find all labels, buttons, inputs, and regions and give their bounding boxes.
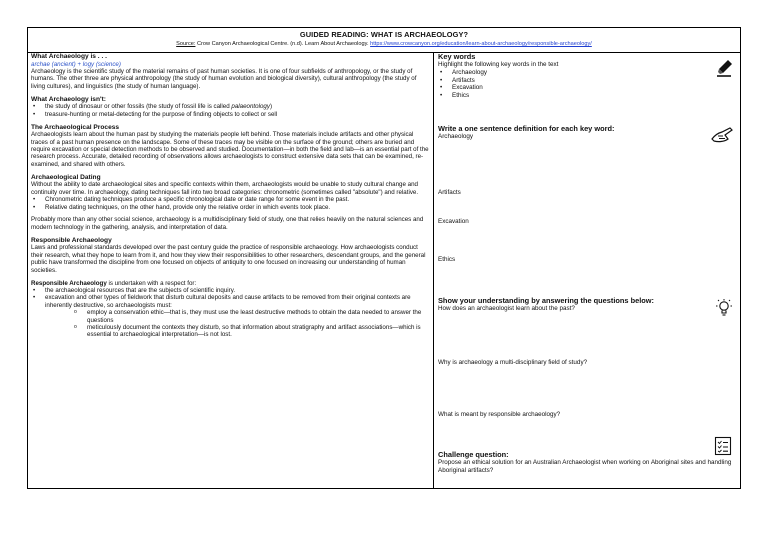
question-2: Why is archaeology a multi-disciplinary field of study? [438,359,588,366]
question-1: How does an archaeologist learn about the past? [438,305,575,313]
highlighter-icon [714,58,734,78]
keywords-heading: Key words [438,52,476,61]
keywords-section [438,53,736,99]
checklist-icon [714,436,732,456]
isnt-heading: What Archaeology isn't: [31,95,106,103]
questions-section [438,297,736,313]
dating-heading: Archaeological Dating [31,173,101,181]
respect-list [31,287,430,309]
lightbulb-icon [715,298,733,318]
process-heading: The Archaeological Process [31,123,120,131]
source-text: Crow Canyon Archaeological Centre. (n.d). Learn About Archaeology. [195,41,371,47]
multidisciplinary-body: Probably more than any other social science, archaeology is a multidisciplinary field of study, one that relies heavily on the natural sciences and modern technology in the gathering, analysis, and interpretation of data. [31,216,424,231]
keywords-instruction: Highlight the following key words in the text [438,61,559,69]
definition-term-block [438,256,736,264]
list-item: o meticulously document the contexts they disturb, so that information about stratigraphy and artifact associations—which is essential to archaeological interpretation—is not lost. [73,324,430,339]
what-is-heading: What Archaeology is . . . [31,53,107,60]
challenge-body: Propose an ethical solution for an Australian Archaeologist when working on Aboriginal sites and handling Aboriginal artifacts? [438,459,732,474]
writing-hand-icon [710,126,734,144]
dating-list [31,196,430,211]
source-label: Source: [176,41,196,47]
keyword-item: • Artifacts [438,77,736,85]
respect-sublist [31,309,430,339]
page-title: GUIDED READING: WHAT IS ARCHAEOLOGY? [299,30,469,39]
task-column [434,52,740,488]
reading-column [28,52,434,488]
worksheet-header [28,28,740,53]
list-item: o employ a conservation ethic—that is, they must use the least destructive methods to obtain the data needed to answer the questions [73,309,430,324]
list-item: • the archaeological resources that are the subjects of scientific inquiry. [31,287,430,294]
challenge-heading: Challenge question: [438,450,509,459]
worksheet [27,27,741,489]
question-3: What is meant by responsible archaeology? [438,411,561,418]
list-item: • Relative dating techniques, on the other hand, provide only the relative order in which events took place. [31,204,430,211]
responsible-body: Laws and professional standards developed over the past century guide the practice of responsible archaeology. How archaeologists conduct their research, what they hope to learn from it, and how they view their responsibilities to other researchers, descendant groups, and the general public have transformed the discipline from one focused on objects of antiquity to one focused on increasing our understanding of human societies. [31,244,426,274]
question-block [438,359,736,367]
definition-section [438,125,736,141]
definition-heading: Write a one sentence definition for each key word: [438,124,615,133]
list-item: • the study of dinosaur or other fossils (the study of fossil life is called palaeontology) [31,103,430,110]
source-line [28,41,740,47]
isnt-list [31,103,430,118]
what-is-body: Archaeology is the scientific study of the material remains of past human societies. It is one of four subfields of anthropology, or the study of humans. The other three are physical anthropology (the study of human evolution and biological diversity), cultural anthropology (the study of living cultures), and linguistics (the study of human language). [31,68,417,90]
keyword-item: • Archaeology [438,69,736,77]
definition-term: Artifacts [438,189,461,196]
questions-heading: Show your understanding by answering the questions below: [438,296,654,305]
keywords-list [438,69,736,99]
dating-body: Without the ability to date archaeological sites and specific contexts within them, archaeologists would be unable to study cultural change and continuity over time. In archaeology, dating techniques fall into two broad categories: chronometric (sometimes called "absolute") and relative. [31,181,419,196]
etymology: archae (ancient) + logy (science) [31,60,121,68]
list-item: • Chronometric dating techniques produce a specific chronological date or date range for some event in the past. [31,196,430,203]
challenge-section [438,451,736,475]
question-block [438,411,736,419]
definition-term-block [438,218,736,226]
definition-term: Excavation [438,218,469,225]
process-body: Archaeologists learn about the human past by studying the materials people left behind. Those materials include artifacts and other physical traces of a past human presence on the landscape. Some of these traces may be visible on the surface of the ground; others are buried and require excavation or special detection methods to be observed and studied. Documentation—in both the field and lab—is an essential part of the research process. Accurate, detailed recording of observations allows archaeologists to construct extensive data sets that can be examined, re-examined, and shared with others. [31,131,429,168]
list-item: • treasure-hunting or metal-detecting for the purpose of finding objects to collect or sell [31,111,430,118]
keyword-item: • Excavation [438,84,736,92]
responsible-heading: Responsible Archaeology [31,236,112,244]
source-link[interactable]: https://www.crowcanyon.org/education/learn-about-archaeology/responsible-archaeology/ [370,41,592,47]
respect-lead: Responsible Archaeology is undertaken with a respect for: [31,279,197,287]
keyword-item: • Ethics [438,92,736,100]
definition-term: Ethics [438,256,456,263]
definition-term-block [438,189,736,197]
list-item: • excavation and other types of fieldwork that disturb cultural deposits and cause artifacts to be removed from their original contexts are inherently destructive, so archaeologists must: [31,294,430,309]
definition-term: Archaeology [438,133,474,141]
